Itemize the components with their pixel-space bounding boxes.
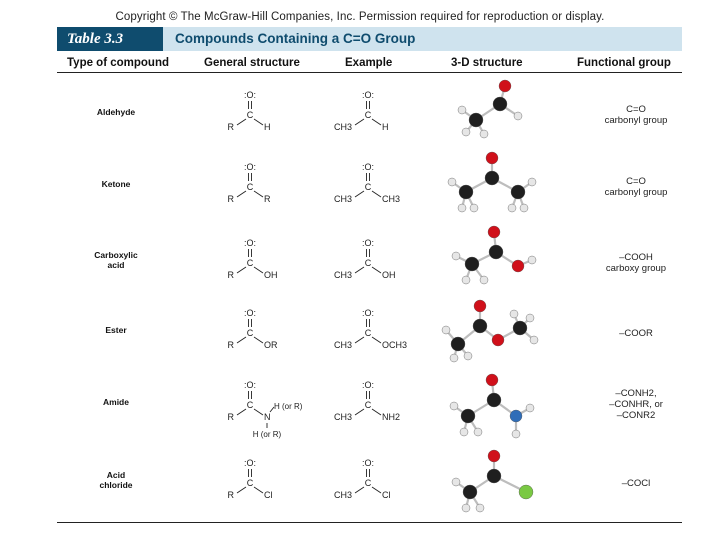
carbon-label: C [364, 182, 372, 192]
carbon-label: C [246, 258, 254, 268]
oxygen-atom [488, 226, 500, 238]
oxygen-atom [486, 374, 498, 386]
functional-group-line: carbonyl group [604, 187, 668, 198]
compound-type-line: Ketone [101, 179, 131, 189]
left-substituent-label: CH3 [333, 340, 352, 350]
hydrogen-atom [480, 276, 488, 284]
functional-group-line: –COCl [621, 478, 651, 489]
hydrogen-atom [462, 276, 470, 284]
hydrogen-atom [474, 428, 482, 436]
left-substituent-label: CH3 [333, 122, 352, 132]
ball-and-stick-model [450, 374, 534, 438]
right-substituent-label: Cl [264, 490, 273, 500]
hydrogen-atom [460, 428, 468, 436]
carbon-label: C [246, 400, 254, 410]
header-functional: Functional group [577, 57, 671, 69]
ball-and-stick-model [452, 226, 536, 284]
hydrogen-atom [452, 478, 460, 486]
carbon-label: C [246, 110, 254, 120]
header-general: General structure [204, 57, 300, 69]
hydrogen-atom [514, 112, 522, 120]
compound-type-line: Carboxylic [94, 250, 138, 260]
hydrogen-atom [530, 336, 538, 344]
amide-lower-substituent: H (or R) [252, 430, 282, 439]
carbonyl-oxygen-label: :O: [361, 238, 375, 248]
functional-group-line: –CONR2 [616, 410, 656, 421]
header-3d: 3-D structure [451, 57, 523, 69]
left-substituent-label: CH3 [333, 412, 352, 422]
compound-type-line: Acid [106, 470, 126, 480]
carbonyl-oxygen-label: :O: [361, 308, 375, 318]
carbon-atom [461, 409, 475, 423]
ball-and-stick-model [442, 300, 538, 362]
functional-group-line: –CONHR, or [609, 399, 663, 410]
oxygen-atom [492, 334, 504, 346]
hydrogen-atom [462, 128, 470, 136]
hydrogen-atom [450, 402, 458, 410]
carbon-atom [463, 485, 477, 499]
carbonyl-oxygen-label: :O: [243, 380, 257, 390]
carbonyl-oxygen-label: :O: [243, 90, 257, 100]
functional-group-line: carbonyl group [604, 115, 668, 126]
carbonyl-oxygen-label: :O: [243, 238, 257, 248]
carbon-atom [511, 185, 525, 199]
right-substituent-label: R [264, 194, 271, 204]
carbon-label: C [364, 328, 372, 338]
carbonyl-oxygen-label: :O: [361, 380, 375, 390]
carbonyl-oxygen-label: :O: [361, 458, 375, 468]
left-substituent-label: CH3 [333, 270, 352, 280]
functional-group-line: C=O [626, 104, 646, 115]
hydrogen-atom [520, 204, 528, 212]
hydrogen-atom [510, 310, 518, 318]
left-substituent-label: R [227, 340, 234, 350]
carbonyl-oxygen-label: :O: [361, 90, 375, 100]
hydrogen-atom [458, 204, 466, 212]
carbon-label: C [364, 400, 372, 410]
hydrogen-atom [480, 130, 488, 138]
compound-type-line: Aldehyde [96, 107, 136, 117]
carbon-atom [487, 393, 501, 407]
chlorine-atom [519, 485, 533, 499]
hydrogen-atom [528, 256, 536, 264]
hydrogen-atom [476, 504, 484, 512]
right-substituent-label: OH [264, 270, 278, 280]
right-substituent-label: OH [382, 270, 396, 280]
hydrogen-atom [526, 314, 534, 322]
carbon-label: C [246, 478, 254, 488]
carbon-atom [469, 113, 483, 127]
right-substituent-label: NH2 [382, 412, 401, 422]
hydrogen-atom [464, 352, 472, 360]
oxygen-atom [499, 80, 511, 92]
oxygen-atom [486, 152, 498, 164]
hydrogen-atom [448, 178, 456, 186]
carbonyl-oxygen-label: :O: [243, 458, 257, 468]
functional-group-line: C=O [626, 176, 646, 187]
carbon-atom [489, 245, 503, 259]
hydrogen-atom [452, 252, 460, 260]
carbon-label: C [364, 478, 372, 488]
carbon-atom [473, 319, 487, 333]
carbon-atom [459, 185, 473, 199]
left-substituent-label: R [227, 194, 234, 204]
table-title: Compounds Containing a C=O Group [175, 31, 416, 46]
hydrogen-atom [526, 404, 534, 412]
oxygen-atom [488, 450, 500, 462]
left-substituent-label: CH3 [333, 490, 352, 500]
oxygen-atom [512, 260, 524, 272]
hydrogen-atom [462, 504, 470, 512]
carbon-atom [485, 171, 499, 185]
left-substituent-label: R [227, 412, 234, 422]
hydrogen-atom [508, 204, 516, 212]
carbon-label: C [364, 258, 372, 268]
compound-type-line: chloride [99, 480, 133, 490]
ball-and-stick-model [448, 152, 536, 212]
carbon-label: C [364, 110, 372, 120]
right-substituent-label: N [264, 412, 271, 422]
hydrogen-atom [470, 204, 478, 212]
carbonyl-oxygen-label: :O: [243, 162, 257, 172]
hydrogen-atom [512, 430, 520, 438]
carbon-atom [451, 337, 465, 351]
right-substituent-label: H [382, 122, 389, 132]
carbonyl-oxygen-label: :O: [243, 308, 257, 318]
left-substituent-label: R [227, 490, 234, 500]
ball-and-stick-model [458, 80, 522, 138]
compound-type-line: acid [107, 260, 125, 270]
table-label: Table 3.3 [57, 27, 163, 51]
functional-group-line: –COOR [619, 328, 653, 339]
ball-and-stick-model [452, 450, 533, 512]
hydrogen-atom [528, 178, 536, 186]
left-substituent-label: CH3 [333, 194, 352, 204]
right-substituent-label: OCH3 [382, 340, 408, 350]
oxygen-atom [474, 300, 486, 312]
right-substituent-label: OR [264, 340, 278, 350]
carbon-atom [493, 97, 507, 111]
hydrogen-atom [458, 106, 466, 114]
compound-type-line: Amide [103, 397, 129, 407]
left-substituent-label: R [227, 122, 234, 132]
carbonyl-oxygen-label: :O: [361, 162, 375, 172]
right-substituent-label: CH3 [382, 194, 401, 204]
carbon-atom [465, 257, 479, 271]
compound-type-line: Ester [105, 325, 127, 335]
header-example: Example [345, 57, 393, 69]
left-substituent-label: R [227, 270, 234, 280]
copyright-notice: Copyright © The McGraw-Hill Companies, Inc. Permission required for reproduction or display. [115, 11, 605, 23]
right-substituent-label: H [264, 122, 271, 132]
carbon-atom [487, 469, 501, 483]
hydrogen-atom [442, 326, 450, 334]
functional-group-line: –COOH [619, 252, 653, 263]
right-substituent-label: Cl [382, 490, 391, 500]
carbon-label: C [246, 328, 254, 338]
header-type: Type of compound [67, 57, 170, 69]
nitrogen-atom [510, 410, 522, 422]
functional-group-line: –CONH2, [615, 388, 657, 399]
functional-group-line: carboxy group [605, 263, 667, 274]
amide-upper-substituent: H (or R) [274, 402, 303, 411]
carbon-label: C [246, 182, 254, 192]
carbon-atom [513, 321, 527, 335]
hydrogen-atom [450, 354, 458, 362]
